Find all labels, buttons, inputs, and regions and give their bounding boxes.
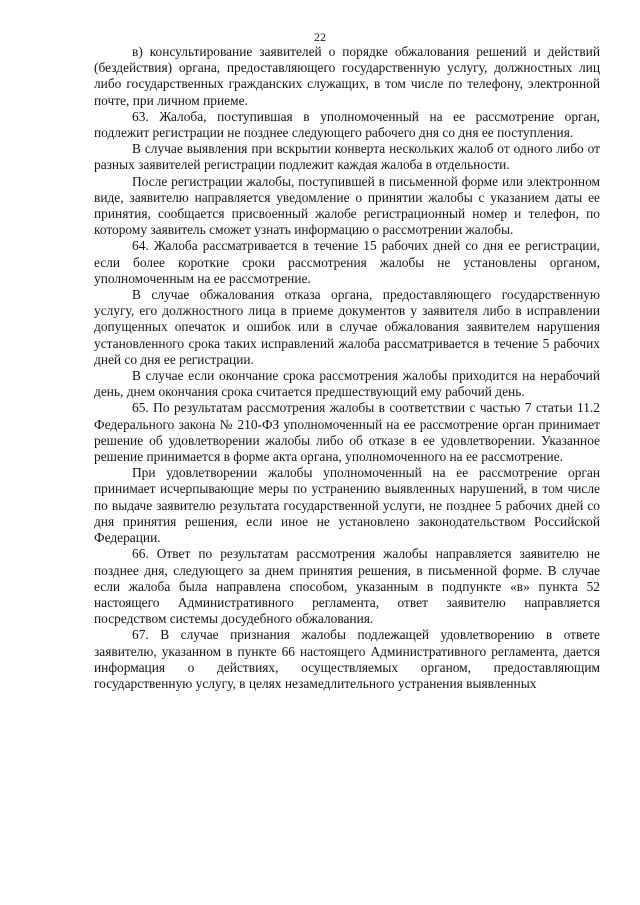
paragraph-multiple-complaints: В случае выявления при вскрытии конверта нескольких жалоб от одного либо от разных заявителей регистрации подлежит каждая жалоба в отдельности. <box>94 141 600 173</box>
paragraph-nonworking-day: В случае если окончание срока рассмотрения жалобы приходится на нерабочий день, днем окончания срока считается предшествующий ему рабочий день. <box>94 368 600 400</box>
paragraph-64-review-period: 64. Жалоба рассматривается в течение 15 рабочих дней со дня ее регистрации, если более короткие сроки рассмотрения жалобы не установлены органом, уполномоченным на ее рассмотрение. <box>94 238 600 286</box>
document-body <box>94 44 600 692</box>
page-number: 22 <box>314 30 326 44</box>
paragraph-item-v-consulting: в) консультирование заявителей о порядке обжалования решений и действий (бездействия) органа, предоставляющего государственную услугу, должностных лиц либо государственных гражданских служащих, в том числе по телефону, электронной почте, при личном приеме. <box>94 44 600 108</box>
paragraph-satisfaction-measures: При удовлетворении жалобы уполномоченный на ее рассмотрение орган принимает исчерпывающие меры по устранению выявленных нарушений, в том числе по выдаче заявителю результата государственной услуги, не позднее 5 рабочих дней со дня принятия решения, если иное не установлено законодательством Российской Федерации. <box>94 465 600 546</box>
paragraph-67-information: 67. В случае признания жалобы подлежащей удовлетворению в ответе заявителю, указанном в пункте 66 настоящего Административного регламента, дается информация о действиях, осуществляемых органом, предоставляющим государственную услугу, в целях незамедлительного устранения выявленных <box>94 627 600 691</box>
paragraph-63-registration: 63. Жалоба, поступившая в уполномоченный на ее рассмотрение орган, подлежит регистрации не позднее следующего рабочего дня со дня ее поступления. <box>94 108 600 141</box>
paragraph-appeal-refusal: В случае обжалования отказа органа, предоставляющего государственную услугу, его должностного лица в приеме документов у заявителя либо в исправлении допущенных опечаток и ошибок или в случае обжалования заявителем нарушения установленного срока таких исправлений жалоба рассматривается в течение 5 рабочих дней со дня ее регистрации. <box>94 287 600 367</box>
paragraph-66-response: 66. Ответ по результатам рассмотрения жалобы направляется заявителю не позднее дня, следующего за днем принятия решения, в письменной форме. В случае если жалоба была направлена способом, указанным в подпункте «в» пункта 52 настоящего Административного регламента, ответ заявителю направляется посредством системы досудебного обжалования. <box>94 546 600 627</box>
paragraph-65-decision: 65. По результатам рассмотрения жалобы в соответствии с частью 7 статьи 11.2 Федерального закона № 210-ФЗ уполномоченный на ее рассмотрение орган принимает решение об удовлетворении жалобы либо об отказе в ее удовлетворении. Указанное решение принимается в форме акта органа, уполномоченного на ее рассмотрение. <box>94 400 600 465</box>
paragraph-notification: После регистрации жалобы, поступившей в письменной форме или электронном виде, заявителю направляется уведомление о принятии жалобы с указанием даты ее принятия, сообщается присвоенный жалобе регистрационный номер и телефон, по которому заявитель сможет узнать информацию о рассмотрении жалобы. <box>94 173 600 238</box>
